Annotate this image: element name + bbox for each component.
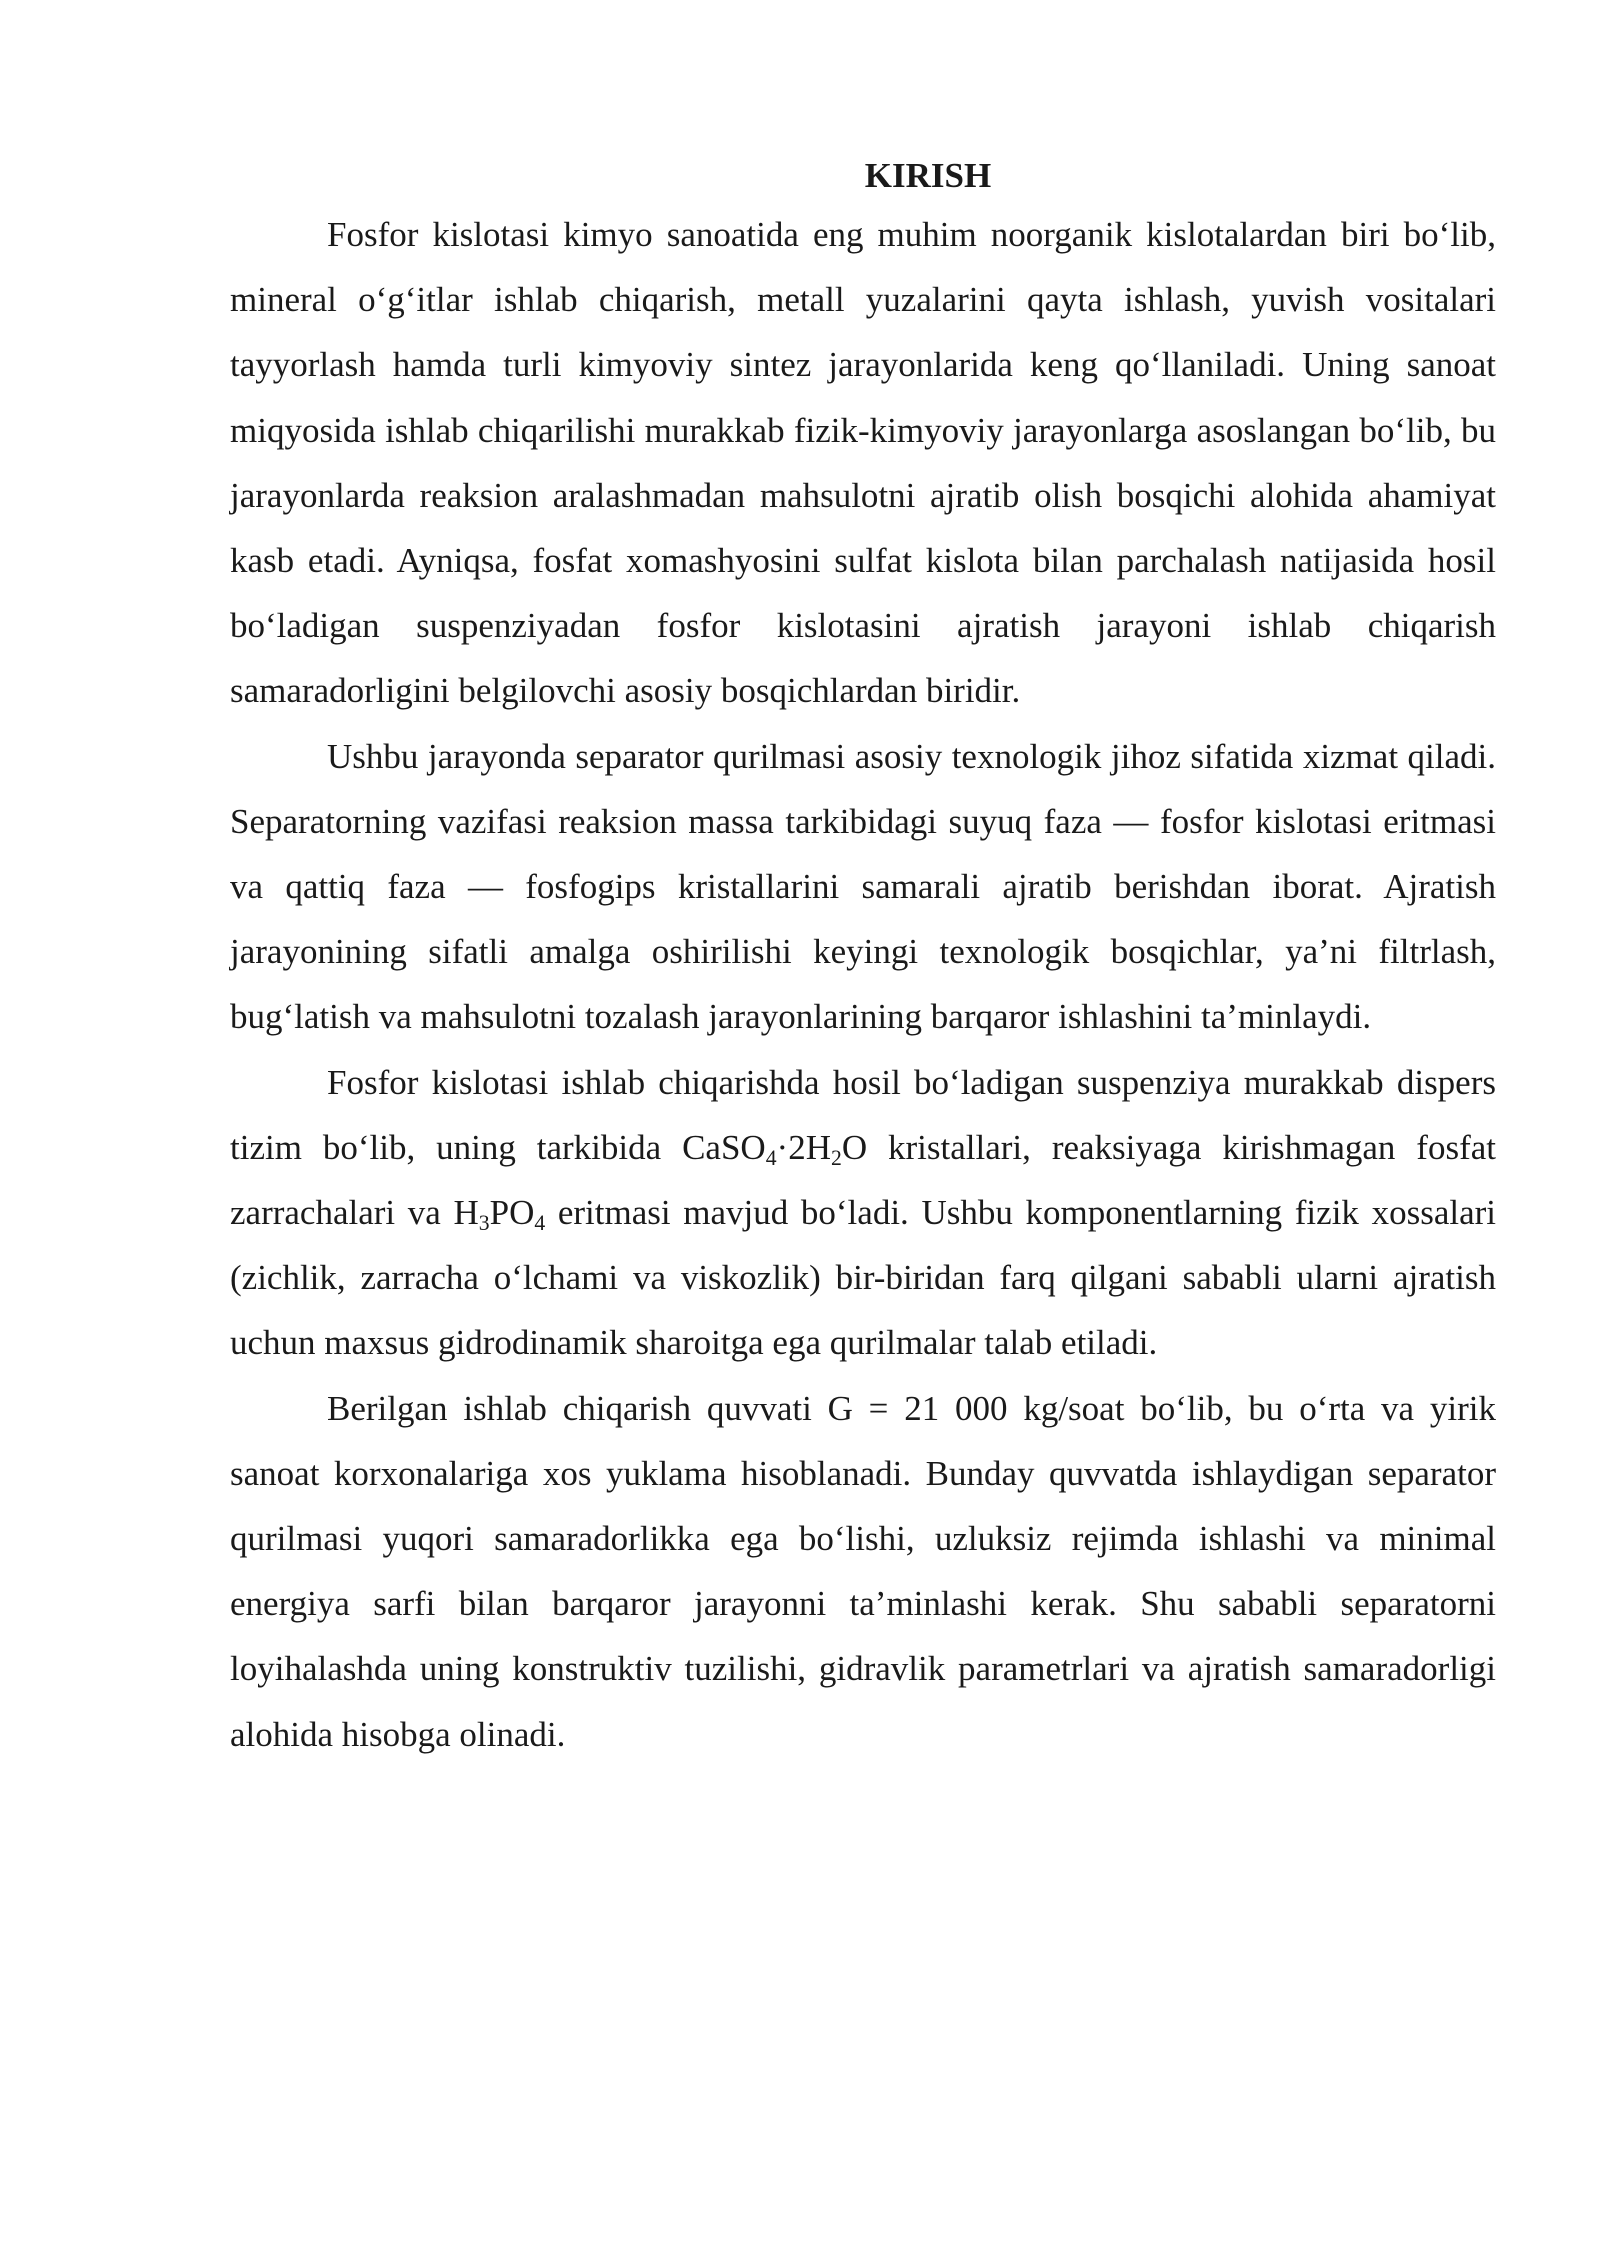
formula-subscript: 4 (765, 1145, 777, 1170)
paragraph-3 (230, 1050, 1496, 1376)
formula-subscript: 4 (534, 1211, 546, 1236)
paragraph-1: Fosfor kislotasi kimyo sanoatida eng muhim noorganik kislotalardan biri bo‘lib, mineral o‘g‘itlar ishlab chiqarish, metall yuzalarini qayta ishlash, yuvish vositalari tayyorlash hamda turli kimyoviy sintez jarayonlarida keng qo‘llaniladi. Uning sanoat miqyosida ishlab chiqarilishi murakkab fizik-kimyoviy jarayonlarga asoslangan bo‘lib, bu jarayonlarda reaksion aralashmadan mahsulotni ajratib olish bosqichi alohida ahamiyat kasb etadi. Ayniqsa, fosfat xomashyosini sulfat kislota bilan parchalash natijasida hosil bo‘ladigan suspenziyadan fosfor kislotasini ajratish jarayoni ishlab chiqarish samaradorligini belgilovchi asosiy bosqichlardan biridir. (230, 215, 1496, 711)
formula-gypsum (682, 1127, 868, 1170)
formula-part: PO (489, 1193, 535, 1233)
formula-subscript: 2 (830, 1145, 842, 1170)
paragraph-3-text-1: Fosfor kislotasi ishlab chiqarishda hosil bo‘ladigan suspenziya murakkab dispers tizim bo‘lib, uning tarkibida (230, 1062, 1496, 1167)
formula-part: ·2H (776, 1127, 831, 1167)
paragraph-3-text-3: eritmasi mavjud bo‘ladi. Ushbu komponentlarning fizik xossalari (zichlik, zarracha o‘lchami va viskozlik) bir-biridan farq qilgani sababli ularni ajratish uchun maxsus gidrodinamik sharoitga ega qurilmalar talab etiladi. (230, 1193, 1496, 1363)
formula-subscript: 3 (478, 1211, 490, 1236)
formula-part: CaSO (682, 1127, 766, 1167)
formula-phosphoric-acid (453, 1193, 546, 1236)
document-page (230, 150, 1496, 1767)
paragraph-3-text-2: kristallari, reaksiyaga kirishmagan fosfat zarrachalari va (230, 1127, 1496, 1233)
page-title: KIRISH (864, 156, 992, 195)
formula-part: O (841, 1127, 868, 1167)
paragraph-2: Ushbu jarayonda separator qurilmasi asosiy texnologik jihoz sifatida xizmat qiladi. Separatorning vazifasi reaksion massa tarkibidagi suyuq faza — fosfor kislotasi eritmasi va qattiq faza — fosfogips kristallarini samarali ajratib berishdan iborat. Ajratish jarayonining sifatli amalga oshirilishi keyingi texnologik bosqichlar, ya’ni filtrlash, bug‘latish va mahsulotni tozalash jarayonlarining barqaror ishlashini ta’minlaydi. (230, 736, 1496, 1037)
formula-part: H (453, 1193, 479, 1233)
paragraph-4: Berilgan ishlab chiqarish quvvati G = 21 000 kg/soat bo‘lib, bu o‘rta va yirik sanoat korxonalariga xos yuklama hisoblanadi. Bunday quvvatda ishlaydigan separator qurilmasi yuqori samaradorlikka ega bo‘lishi, uzluksiz rejimda ishlashi va minimal energiya sarfi bilan barqaror jarayonni ta’minlashi kerak. Shu sababli separatorni loyihalashda uning konstruktiv tuzilishi, gidravlik parametrlari va ajratish samaradorligi alohida hisobga olinadi. (230, 1388, 1496, 1754)
